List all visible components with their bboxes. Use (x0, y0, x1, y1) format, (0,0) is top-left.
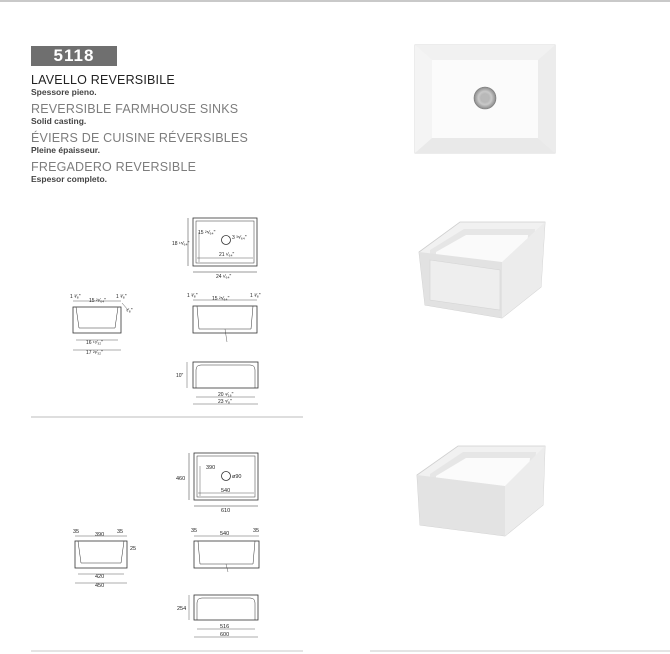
title-es: FREGADERO REVERSIBLE (31, 160, 197, 174)
title-fr: ÉVIERS DE CUISINE RÉVERSIBLES (31, 131, 248, 145)
sink-angle-photo (417, 446, 545, 536)
met-height: 254 (177, 606, 187, 612)
sink-angle-photo-apron (419, 222, 545, 318)
imp-top-drain: 3 ³⁵⁄₆₄" (232, 235, 247, 241)
metric-front-view (194, 536, 259, 572)
top-rule (0, 0, 670, 2)
imp-top-width: 24 ¹⁄₆₄" (216, 274, 232, 280)
met-front-rim-left: 35 (191, 528, 198, 534)
imp-side-inner: 15 ²¹⁄₆₄" (89, 298, 106, 304)
met-top-inner-depth: 390 (206, 465, 216, 471)
title-block (31, 73, 311, 189)
met-side-bottom-outer: 450 (95, 583, 105, 589)
sink-top-photo (415, 45, 555, 153)
imp-top-inner-depth: 15 ²⁵⁄₆₄" (198, 230, 216, 236)
imp-top-inner-width: 21 ¹⁄₆₄" (219, 252, 235, 258)
imperial-back-view (187, 362, 258, 404)
met-top-inner-width: 540 (221, 488, 231, 494)
imp-height: 10" (176, 373, 184, 379)
imp-side-lip: ⁷⁄₈" (126, 308, 133, 314)
imp-back-outer: 23 ⁵⁄₈" (218, 399, 232, 405)
met-back-inner: 516 (220, 624, 230, 630)
metric-back-view (189, 595, 258, 637)
met-side-rim-left: 35 (73, 529, 80, 535)
imp-top-depth: 18 ¹⁵⁄₆₄" (172, 241, 190, 247)
imp-front-rim-right: 1 ³⁄₈" (250, 293, 261, 299)
subtitle-es: Espesor completo. (31, 174, 108, 184)
met-front-inner: 540 (220, 531, 230, 537)
met-side-inner: 390 (95, 532, 105, 538)
imp-side-rim-right: 1 ³⁄₈" (116, 294, 127, 300)
imp-side-bottom-outer: 17 ²¹⁄₃₂" (86, 350, 103, 356)
met-top-width: 610 (221, 508, 231, 514)
met-top-depth: 460 (176, 476, 186, 482)
imp-front-inner: 15 ²⁵⁄₆₄" (212, 296, 230, 302)
subtitle-it: Spessore pieno. (31, 87, 97, 97)
imp-back-inner: 20 ⁹⁄₁₆" (218, 392, 234, 398)
product-code-badge: 5118 (31, 46, 117, 66)
imperial-side-view (73, 301, 128, 350)
met-front-rim-right: 35 (253, 528, 260, 534)
met-side-rim-right: 35 (117, 529, 124, 535)
imp-side-bottom-inner: 16 ¹⁷⁄₃₂" (86, 340, 104, 346)
title-it: LAVELLO REVERSIBILE (31, 73, 175, 87)
imperial-front-view (193, 300, 257, 342)
title-en: REVERSIBLE FARMHOUSE SINKS (31, 102, 239, 116)
imp-side-rim-left: 1 ³⁄₈" (70, 294, 81, 300)
met-back-outer: 600 (220, 632, 230, 638)
imperial-top-view (188, 218, 257, 272)
subtitle-en: Solid casting. (31, 116, 87, 126)
metric-side-view (75, 536, 127, 583)
subtitle-fr: Pleine épaisseur. (31, 145, 100, 155)
met-side-lip: 25 (130, 546, 137, 552)
imp-front-rim-left: 1 ³⁄₈" (187, 293, 198, 299)
met-side-bottom-inner: 420 (95, 574, 105, 580)
metric-top-view (189, 453, 258, 506)
met-top-drain: ø90 (232, 474, 242, 480)
